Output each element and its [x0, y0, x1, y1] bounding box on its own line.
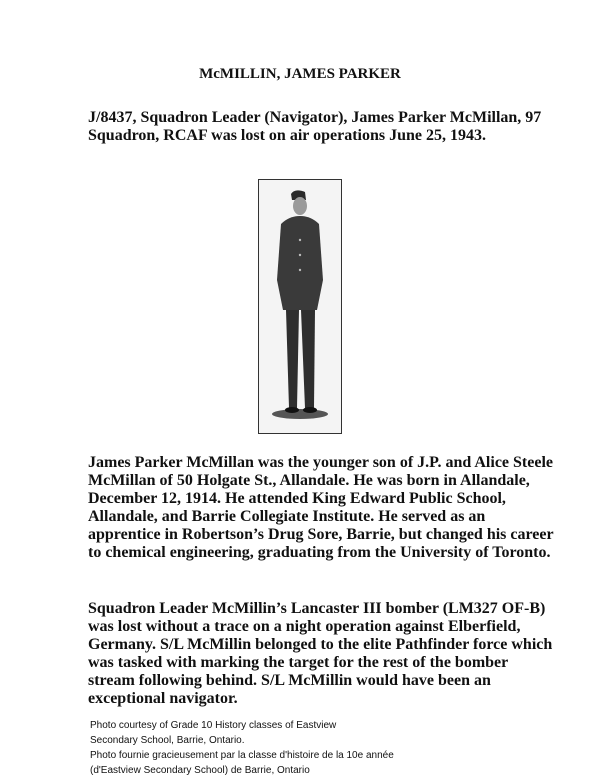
intro-paragraph: J/8437, Squadron Leader (Navigator), James Parker McMillan, 97 Squadron, RCAF was lost on air operations June 25, 1943. — [88, 109, 542, 144]
airman-portrait-image — [259, 180, 341, 433]
credit-fr-line2: (d'Eastview Secondary School) de Barrie, Ontario — [90, 765, 310, 776]
biography-paragraph: James Parker McMillan was the younger son of J.P. and Alice Steele McMillan of 50 Holgate St., Allandale. He was born in Allandale, December 12, 1914. He attended King Edward Public School, Allandale, and Barrie Collegiate Institute. He served as an apprentice in Robertson’s Drug Sore, Barrie, but changed his career to chemical engineering, graduating from the University of Toronto. — [88, 454, 554, 561]
credit-fr-line1: Photo fournie gracieusement par la classe d'histoire de la 10e année — [90, 750, 394, 761]
loss-details-paragraph: Squadron Leader McMillin’s Lancaster III bomber (LM327 OF-B) was lost without a trace on a night operation against Elberfield, Germany. S/L McMillin belonged to the elite Pathfinder force which was tasked with marking the target for the rest of the bomber stream following behind. S/L McMillin would have been an exceptional navigator. — [88, 600, 553, 707]
document-title: McMILLIN, JAMES PARKER — [199, 66, 401, 82]
credit-en-line1: Photo courtesy of Grade 10 History classes of Eastview — [90, 720, 337, 731]
credit-en-line2: Secondary School, Barrie, Ontario. — [90, 735, 245, 746]
photo-credit — [90, 718, 510, 778]
portrait-photo — [258, 179, 342, 434]
